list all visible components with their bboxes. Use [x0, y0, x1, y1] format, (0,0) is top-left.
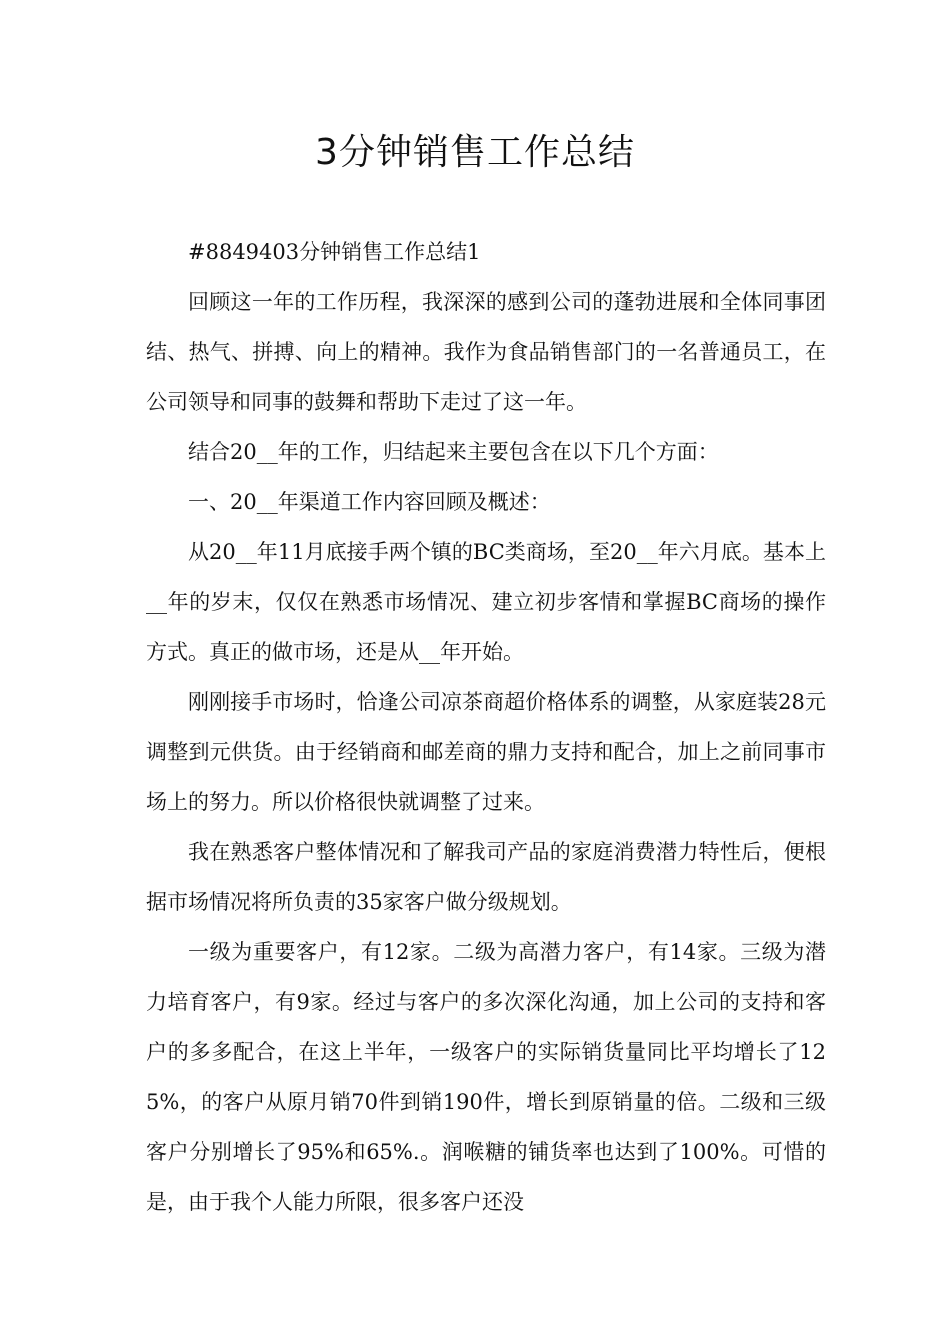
section-heading-channel-review: 一、20__年渠道工作内容回顾及概述： [188, 490, 551, 514]
paragraph-price-adjustment: 刚刚接手市场时，恰逢公司凉茶商超价格体系的调整，从家庭装28元调整到元供货。由于经销商和邮差商的鼎力支持和配合，加上之前同事市场上的努力。所以价格很快就调整了过来。 [146, 690, 826, 814]
paragraph-review: 回顾这一年的工作历程，我深深的感到公司的蓬勃进展和全体同事团结、热气、拼搏、向上的精神。我作为食品销售部门的一名普通员工，在公司领导和同事的鼓舞和帮助下走过了这一年。 [146, 290, 826, 414]
paragraph-summary-intro: 结合20__年的工作，归结起来主要包含在以下几个方面： [188, 440, 719, 464]
paragraph-customer-planning: 我在熟悉客户整体情况和了解我司产品的家庭消费潜力特性后，便根据市场情况将所负责的35家客户做分级规划。 [146, 840, 826, 914]
document-title: 3分钟销售工作总结 [315, 132, 635, 173]
paragraph-customer-levels: 一级为重要客户，有12家。二级为高潜力客户，有14家。三级为潜力培育客户，有9家。经过与客户的多次深化沟通，加上公司的支持和客户的多多配合，在这上半年，一级客户的实际销货量同比平均增长了125%，的客户从原月销70件到销190件，增长到原销量的倍。二级和三级客户分别增长了95%和65%.。润喉糖的铺货率也达到了100%。可惜的是，由于我个人能力所限，很多客户还没 [146, 940, 826, 1214]
paragraph-market-takeover: 从20__年11月底接手两个镇的BC类商场，至20__年六月底。基本上__年的岁末，仅仅在熟悉市场情况、建立初步客情和掌握BC商场的操作方式。真正的做市场，还是从__年开始。 [146, 540, 826, 664]
document-body [146, 227, 826, 1227]
paragraph-heading-line: #8849403分钟销售工作总结1 [188, 240, 481, 264]
